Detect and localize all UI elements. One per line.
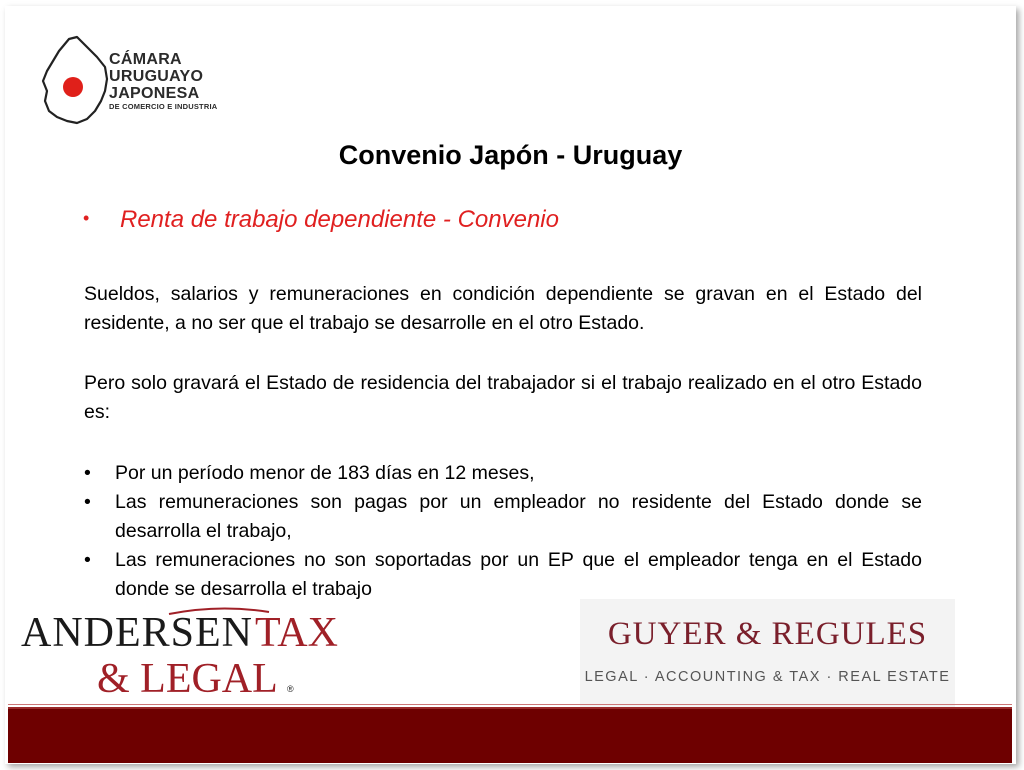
conditions-list [84,459,922,604]
andersen-tax-legal-logo [19,606,379,698]
list-item-text: Por un período menor de 183 días en 12 meses, [115,462,535,484]
paragraph-1: Sueldos, salarios y remuneraciones en condición dependiente se gravan en el Estado del residente, a no ser que el trabajo se desarrolle en el otro Estado. [84,283,922,334]
bullet-dot: • [84,491,91,513]
guyer-regules-logo [580,599,955,709]
camara-wordmark [109,51,217,112]
bullet-heading-text: Renta de trabajo dependiente - Convenio [120,206,559,233]
bullet-dot: • [83,208,90,228]
guyer-tagline: LEGAL · ACCOUNTING & TAX · REAL ESTATE [584,669,951,685]
footer-bar [8,707,1012,763]
slide-title: Convenio Japón - Uruguay [338,140,683,170]
registered-mark: ® [287,684,294,694]
bullet-dot: • [84,549,91,571]
uruguay-map-icon [39,35,111,131]
slide [5,6,1016,764]
list-item [84,546,922,604]
list-item-text: Las remuneraciones son pagas por un empleador no residente del Estado donde se desarrolla el trabajo, [115,491,922,542]
andersen-tax-word: TAX [255,610,338,656]
guyer-name: GUYER & REGULES [607,616,928,652]
list-item [84,488,922,546]
paragraph-2: Pero solo gravará el Estado de residencia del trabajador si el trabajo realizado en el otro Estado es: [84,372,922,423]
bullet-dot: • [84,462,91,484]
list-item-text: Las remuneraciones no son soportadas por un EP que el empleador tenga en el Estado donde se desarrolla el trabajo [115,549,922,600]
logo-line-3: JAPONESA [109,85,200,102]
logo-line-1: CÁMARA [109,51,182,68]
divider [8,704,1012,705]
andersen-word: ANDERSEN [21,610,254,656]
list-item [84,459,922,488]
andersen-legal-word: & LEGAL [97,656,278,698]
logo-line-4: DE COMERCIO E INDUSTRIA [109,102,218,111]
logo-line-2: URUGUAYO [109,68,204,85]
camara-logo [39,35,239,135]
